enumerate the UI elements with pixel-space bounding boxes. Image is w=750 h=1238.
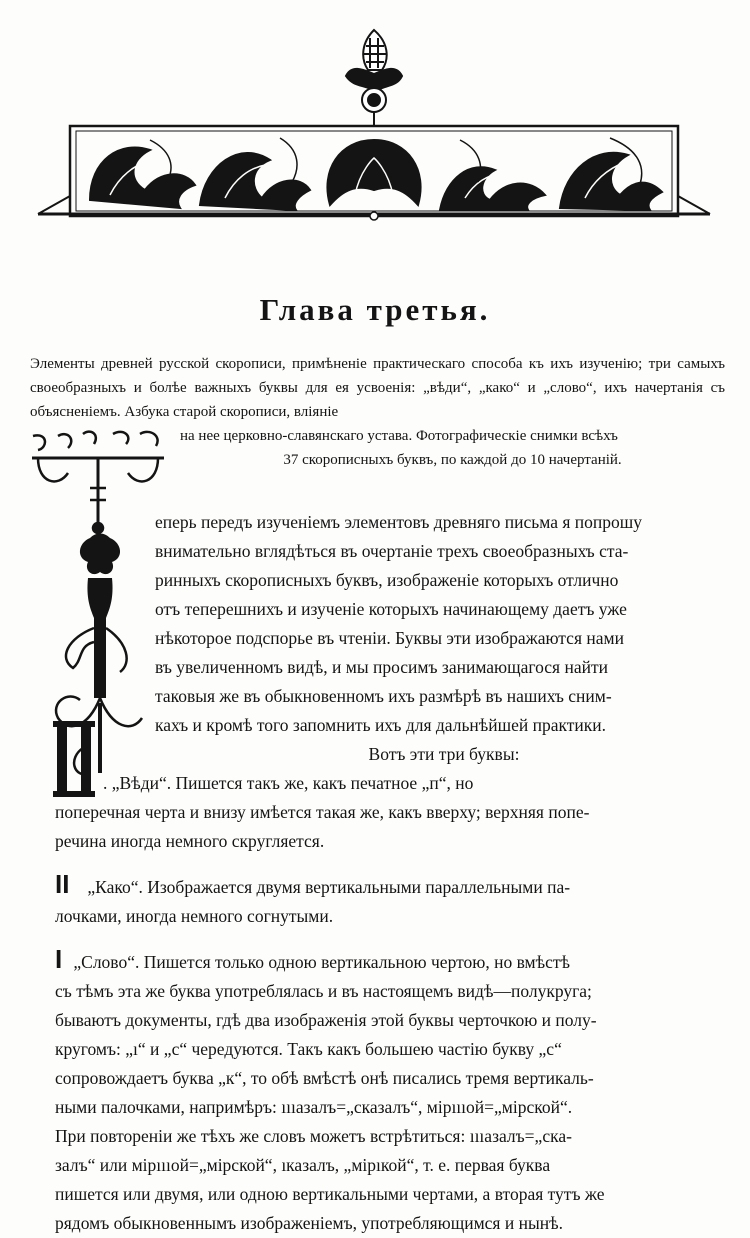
text-line: речина иногда немного скругляется.: [55, 831, 325, 851]
letter-vedi: [55, 769, 723, 856]
text-line: съ тѣмъ эта же буква употреблялась и въ настоящемъ видѣ—полукруга;: [55, 981, 592, 1001]
text-line: нѣкоторое подспорье въ чтеніи. Буквы эти изображаются нами: [155, 628, 624, 648]
kako-glyph: II: [55, 869, 70, 899]
section-heading: Вотъ эти три буквы:: [368, 744, 520, 764]
text-line: . „Вѣди“. Пишется такъ же, какъ печатное „п“, но: [103, 773, 474, 793]
text-line: кругомъ: „ı“ и „с“ чередуются. Такъ какъ большею частію букву „с“: [55, 1039, 562, 1059]
summary-line: на нее церковно-славянскаго устава. Фотографическіе снимки всѣхъ: [180, 428, 618, 444]
ornamental-headpiece: [0, 0, 750, 230]
text-line: сопровождаетъ буква „к“, то обѣ вмѣстѣ онѣ писались тремя вертикаль-: [55, 1068, 594, 1088]
text-line: отъ теперешнихъ и изученіе которыхъ начинающему даетъ уже: [155, 599, 627, 619]
text-line: еперь передъ изученіемъ элементовъ древняго письма я попрошу: [155, 512, 642, 532]
text-line: таковыя же въ обыкновенномъ ихъ размѣрѣ въ нашихъ сним-: [155, 686, 612, 706]
finial-ornament: [346, 30, 402, 126]
main-text: [55, 508, 723, 1238]
text-line: ринныхъ скорописныхъ буквъ, изображеніе которыхъ отлично: [155, 570, 619, 590]
text-line: въ увеличенномъ видѣ, и мы просимъ занимающагося найти: [155, 657, 608, 677]
paragraph-intro: [55, 508, 723, 740]
vedi-glyph: [53, 721, 95, 797]
slovo-glyph: I: [55, 944, 63, 974]
text-line: бываютъ документы, гдѣ два изображенія этой буквы черточкою и полу-: [55, 1010, 597, 1030]
text-line: При повтореніи же тѣхъ же словъ можетъ встрѣтиться: ıııазалъ=„ска-: [55, 1126, 572, 1146]
text-line: залъ“ или мірıııой=„мірской“, ıказалъ, „мірıкой“, т. е. первая буква: [55, 1155, 551, 1175]
summary-line: 37 скорописныхъ буквъ, по каждой до 10 начертаній.: [283, 452, 622, 468]
text-line: ными палочками, напримѣръ: ıııазалъ=„сказалъ“, мірıııой=„мірской“.: [55, 1097, 573, 1117]
text-line: „Слово“. Пишется только одною вертикальною чертою, но вмѣстѣ: [73, 952, 571, 972]
letter-slovo: [55, 945, 723, 1238]
text-line: пишется или двумя, или одною вертикальными чертами, а вторая тутъ же: [55, 1184, 605, 1204]
text-line: внимательно вглядѣться въ очертаніе трехъ своеобразныхъ ста-: [155, 541, 629, 561]
text-line: „Како“. Изображается двумя вертикальными параллельными па-: [87, 877, 571, 897]
text-line: рядомъ обыкновеннымъ изображеніемъ, употребляющимся и нынѣ.: [55, 1213, 563, 1233]
text-line: поперечная черта и внизу имѣется такая же, какъ вверху; верхняя попе-: [55, 802, 590, 822]
letter-kako: [55, 870, 723, 931]
summary-line: Элементы древней русской скорописи, примѣненіе практическаго способа къ ихъ изученію; три самыхъ своеобразныхъ и болѣе важныхъ буквы для ея усвоенія: „вѣди“, „како“ и „слово“, ихъ начертанія съ объясненіемъ. Азбука старой скорописи, вліяніе: [30, 356, 725, 420]
acanthus-scrollwork: [90, 140, 662, 210]
chapter-title: Глава третья.: [259, 292, 491, 327]
text-line: кахъ и кромѣ того запомнить ихъ для дальнѣйшей практики.: [155, 715, 607, 735]
text-line: лочками, иногда немного согнутыми.: [55, 906, 334, 926]
